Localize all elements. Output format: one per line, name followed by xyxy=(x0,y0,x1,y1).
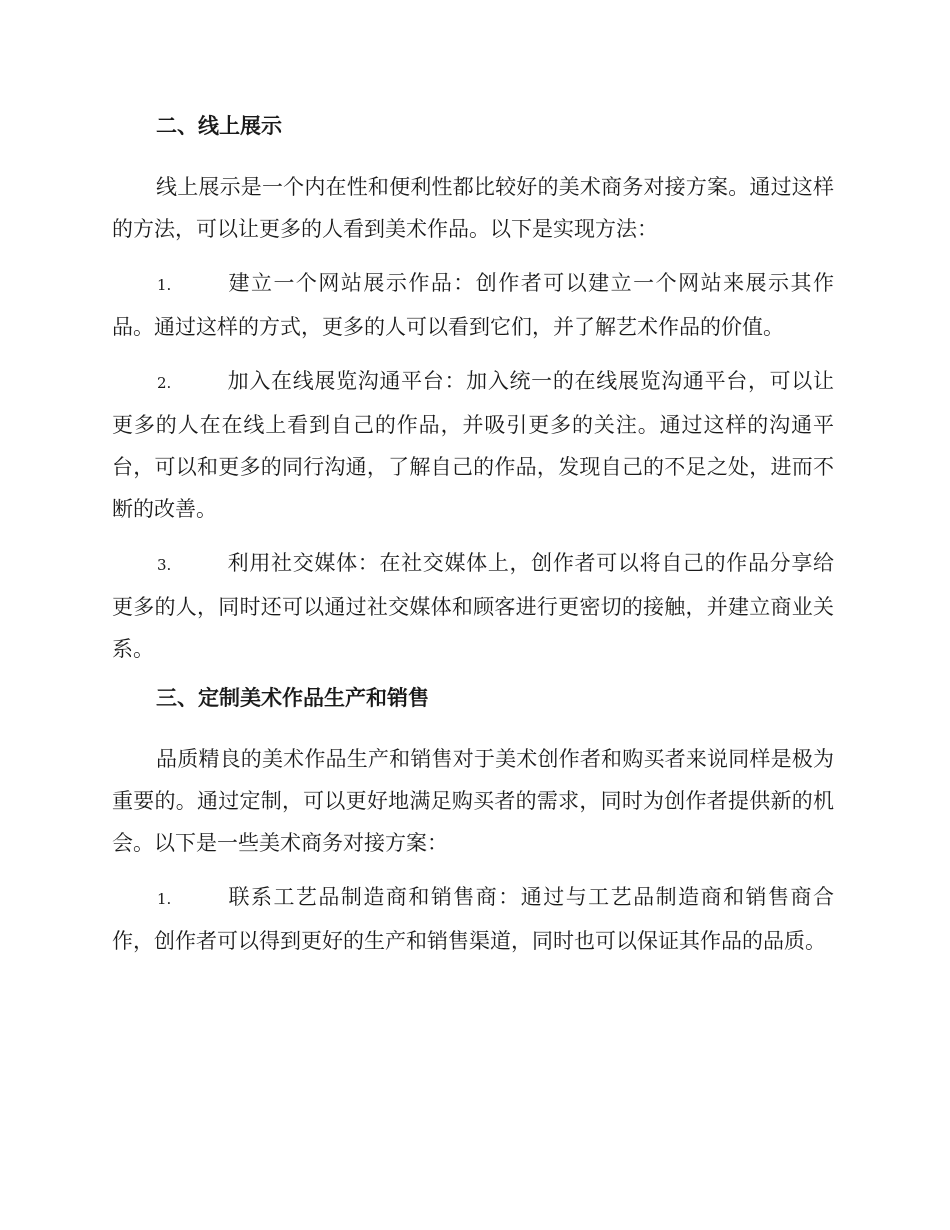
list-item-text: 建立一个网站展示作品：创作者可以建立一个网站来展示其作品。通过这样的方式，更多的人可以看到它们，并了解艺术作品的价值。 xyxy=(112,271,834,339)
list-item-number: 1. xyxy=(157,890,172,908)
list-item-text: 利用社交媒体：在社交媒体上，创作者可以将自己的作品分享给更多的人，同时还可以通过社交媒体和顾客进行更密切的接触，并建立商业关系。 xyxy=(112,551,834,661)
list-item-text: 联系工艺品制造商和销售商：通过与工艺品制造商和销售商合作，创作者可以得到更好的生产和销售渠道，同时也可以保证其作品的品质。 xyxy=(112,885,834,953)
section-intro: 品质精良的美术作品生产和销售对于美术创作者和购买者来说同样是极为重要的。通过定制，可以更好地满足购买者的需求，同时为创作者提供新的机会。以下是一些美术商务对接方案： xyxy=(112,747,834,855)
list-item-number: 1. xyxy=(157,276,172,294)
list-item-number: 3. xyxy=(157,556,172,574)
section-heading: 二、线上展示 xyxy=(156,114,282,138)
section-online-display xyxy=(112,110,834,670)
section-custom-production xyxy=(112,682,834,962)
list-item-text: 加入在线展览沟通平台：加入统一的在线展览沟通平台，可以让更多的人在在线上看到自己的作品，并吸引更多的关注。通过这样的沟通平台，可以和更多的同行沟通，了解自己的作品，发现自己的不足之处，进而不断的改善。 xyxy=(112,369,834,521)
list-item xyxy=(112,360,834,530)
section-intro: 线上展示是一个内在性和便利性都比较好的美术商务对接方案。通过这样的方法，可以让更多的人看到美术作品。以下是实现方法： xyxy=(112,175,834,241)
section-heading: 三、定制美术作品生产和销售 xyxy=(156,686,429,710)
list-item xyxy=(112,262,834,348)
list-item-number: 2. xyxy=(157,374,172,392)
list-item xyxy=(112,542,834,670)
list-item xyxy=(112,876,834,962)
